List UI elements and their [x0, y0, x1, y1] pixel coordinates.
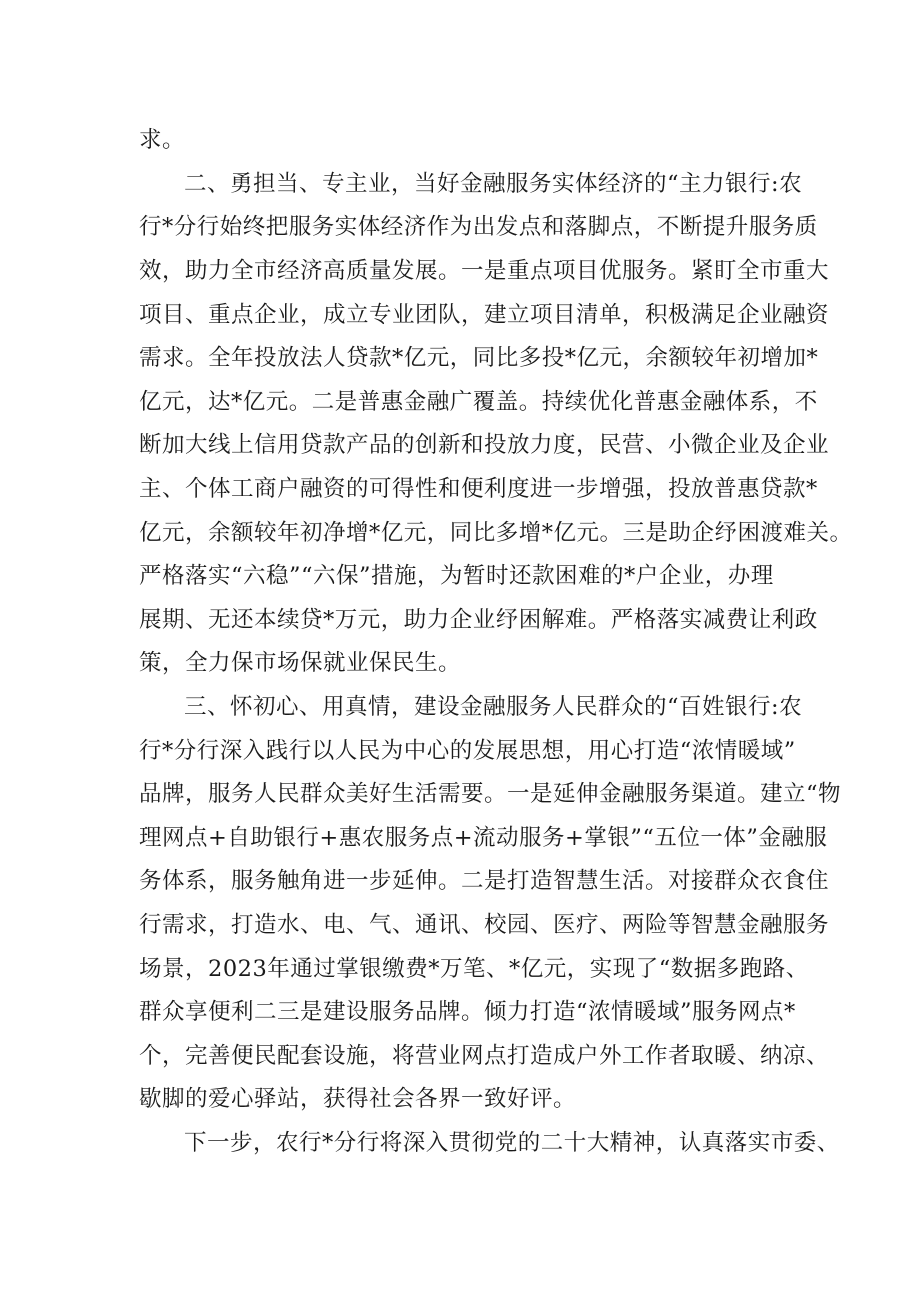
text-line: 个，完善便民配套设施，将营业网点打造成户外工作者取暖、纳凉、: [139, 1043, 830, 1069]
text-line: 群众享便利二三是建设服务品牌。倾力打造“浓情暖域”服务网点*: [139, 999, 796, 1025]
text-line: 展期、无还本续贷*万元，助力企业纾困解难。严格落实减费让利政: [139, 607, 818, 633]
text-line: 场景，2023年通过掌银缴费*万笔、*亿元，实现了“数据多跑路、: [139, 956, 809, 982]
text-line: 求。: [139, 127, 186, 153]
paragraph-3-first-line: 三、怀初心、用真情，建设金融服务人民群众的“百姓银行:农: [184, 694, 803, 720]
text-line: 理网点+自助银行+惠农服务点+流动服务+掌银”“五位一体”金融服: [139, 825, 828, 851]
text-line: 效，助力全市经济高质量发展。一是重点项目优服务。紧盯全市重大: [139, 258, 830, 284]
text-line: 断加大线上信用贷款产品的创新和投放力度，民营、小微企业及企业: [139, 432, 830, 458]
text-line: 亿元，余额较年初净增*亿元，同比多增*亿元。三是助企纾困渡难关。: [139, 520, 853, 546]
paragraph-4-first-line: 下一步，农行*分行将深入贯彻党的二十大精神，认真落实市委、: [184, 1130, 840, 1156]
text-line: 行*分行深入践行以人民为中心的发展思想，用心打造“浓情暖域”: [139, 738, 796, 764]
text-line: 歇脚的爱心驿站，获得社会各界一致好评。: [139, 1086, 577, 1112]
text-line: 主、个体工商户融资的可得性和便利度进一步增强，投放普惠贷款*: [139, 476, 818, 502]
text-line: 亿元，达*亿元。二是普惠金融广覆盖。持续优化普惠金融体系，不: [139, 389, 818, 415]
text-line: 行*分行始终把服务实体经济作为出发点和落脚点，不断提升服务质: [139, 214, 818, 240]
text-line: 品牌，服务人民群众美好生活需要。一是延伸金融服务渠道。建立“物: [139, 781, 842, 807]
text-line: 务体系，服务触角进一步延伸。二是打造智慧生活。对接群众衣食住: [139, 868, 830, 894]
paragraph-2-first-line: 二、勇担当、专主业，当好金融服务实体经济的“主力银行:农: [184, 171, 803, 197]
text-line: 策，全力保市场保就业保民生。: [139, 650, 462, 676]
text-line: 需求。全年投放法人贷款*亿元，同比多投*亿元，余额较年初增加*: [139, 345, 819, 371]
text-line: 项目、重点企业，成立专业团队，建立项目清单，积极满足企业融资: [139, 302, 830, 328]
text-line: 行需求，打造水、电、气、通讯、校园、医疗、两险等智慧金融服务: [139, 912, 830, 938]
text-line: 严格落实“六稳”“六保”措施，为暂时还款困难的*户企业，办理: [139, 563, 774, 589]
